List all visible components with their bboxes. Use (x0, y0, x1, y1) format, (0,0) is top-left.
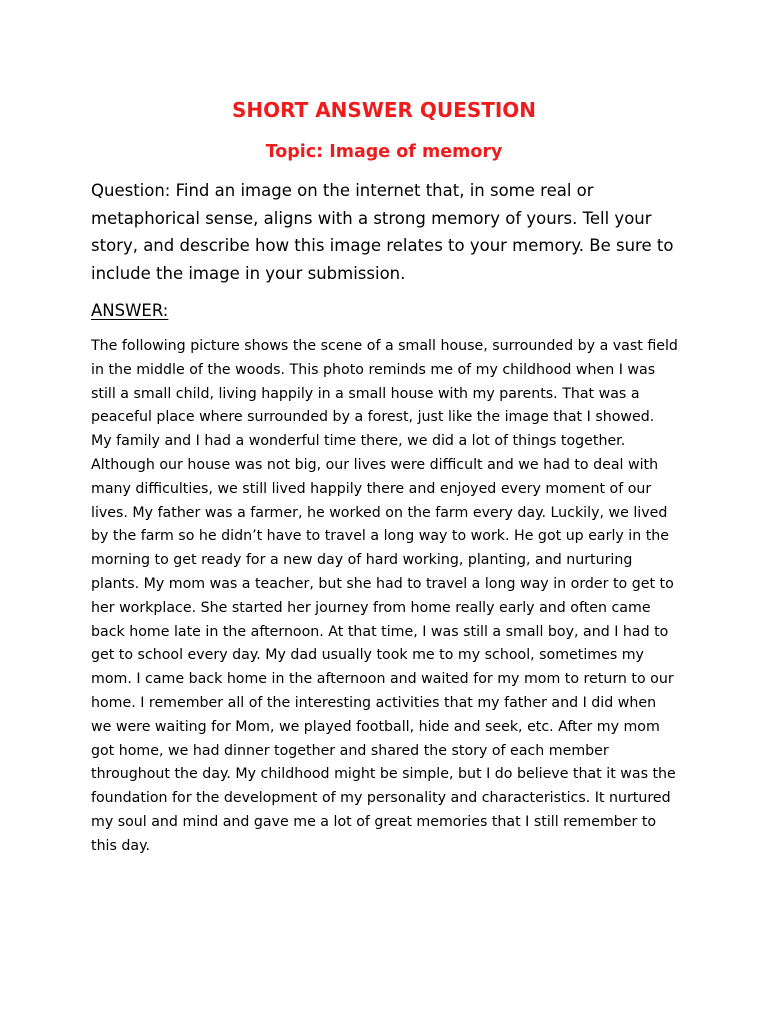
answer-line: throughout the day. My childhood might be simple, but I do believe that it was the (91, 766, 676, 783)
question-line: include the image in your submission. (91, 263, 406, 283)
answer-line: foundation for the development of my personality and characteristics. It nurtured (91, 790, 671, 807)
question-line: story, and describe how this image relates to your memory. Be sure to (91, 236, 674, 255)
answer-line: Although our house was not big, our lives were difficult and we had to deal with (91, 456, 659, 473)
answer-line: get to school every day. My dad usually took me to my school, sometimes my (91, 647, 644, 664)
answer-line: many difficulties, we still lived happily there and enjoyed every moment of our (91, 480, 652, 497)
answer-line: this day. (91, 837, 150, 854)
answer-line: lives. My father was a farmer, he worked on the farm every day. Luckily, we lived (91, 504, 668, 521)
answer-line: her workplace. She started her journey from home really early and often came (91, 599, 651, 616)
answer-line: back home late in the afternoon. At that time, I was still a small boy, and I had to (91, 623, 669, 640)
answer-line: my soul and mind and gave me a lot of great memories that I still remember to (91, 813, 657, 830)
document-title: SHORT ANSWER QUESTION (231, 98, 537, 122)
question-line: metaphorical sense, aligns with a strong memory of yours. Tell your (91, 208, 652, 228)
answer-line: in the middle of the woods. This photo reminds me of my childhood when I was (91, 361, 656, 378)
answer-paragraph (91, 335, 691, 859)
answer-line: mom. I came back home in the afternoon and waited for my mom to return to our (91, 671, 674, 688)
document-subtitle: Topic: Image of memory (265, 142, 503, 162)
answer-line: still a small child, living happily in a small house with my parents. That was a (91, 385, 640, 402)
answer-label: ANSWER: (91, 301, 169, 320)
answer-line: plants. My mom was a teacher, but she had to travel a long way in order to get to (91, 575, 674, 592)
answer-line: My family and I had a wonderful time there, we did a lot of things together. (91, 433, 626, 450)
answer-line: peaceful place where surrounded by a forest, just like the image that I showed. (91, 409, 655, 426)
answer-line: by the farm so he didn’t have to travel a long way to work. He got up early in the (91, 528, 670, 545)
answer-line: morning to get ready for a new day of hard working, planting, and nurturing (91, 552, 633, 569)
answer-line: we were waiting for Mom, we played football, hide and seek, etc. After my mom (91, 718, 660, 735)
question-line: Question: Find an image on the internet that, in some real or (91, 181, 594, 200)
answer-line: got home, we had dinner together and shared the story of each member (91, 742, 609, 759)
answer-line: The following picture shows the scene of a small house, surrounded by a vast field (91, 338, 678, 354)
answer-line: home. I remember all of the interesting activities that my father and I did when (91, 694, 657, 711)
question-paragraph (91, 177, 691, 287)
